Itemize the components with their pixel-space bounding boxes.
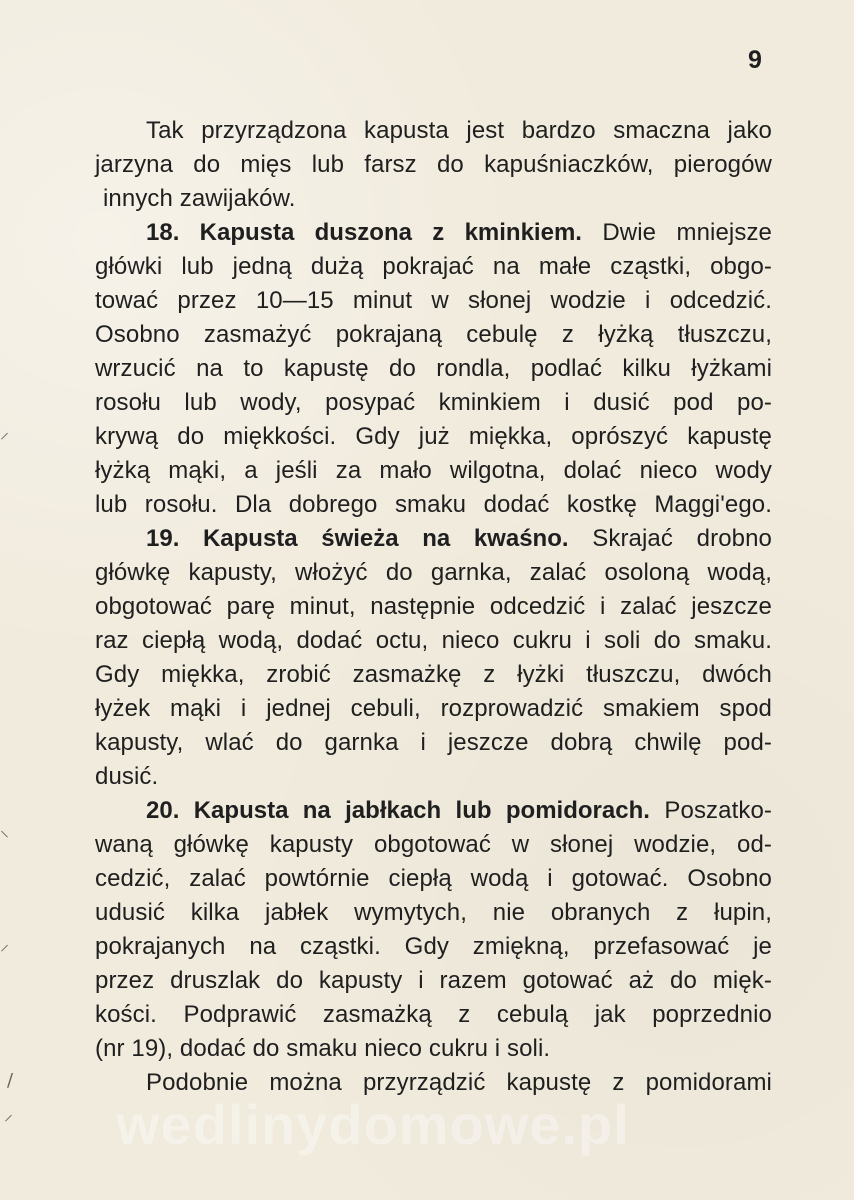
text-line-14: główkę kapusty, włożyć do garnka, zalać osoloną wodą, (95, 559, 772, 586)
text-line-6: tować przez 10—15 minut w słonej wodzie i odcedzić. (95, 287, 772, 314)
text-line-3: innych zawijaków. (103, 185, 296, 212)
text-line-26: przez druszlak do kapusty i razem gotować aż do mięk- (95, 967, 772, 994)
text-line-18: łyżek mąki i jednej cebuli, rozprowadzić smakiem spod (95, 695, 772, 722)
text-line-19: kapusty, wlać do garnka i jeszcze dobrą chwilę pod- (95, 729, 772, 756)
margin-mark: ⸝ (0, 422, 9, 443)
text-line-23: cedzić, zalać powtórnie ciepłą wodą i gotować. Osobno (95, 865, 772, 892)
text-line-11: łyżką mąki, a jeśli za mało wilgotna, dolać nieco wody (95, 457, 772, 484)
recipe-19-heading-tail: Skrajać drobno (568, 525, 773, 552)
text-line-1: Tak przyrządzona kapusta jest bardzo smaczna jako (146, 117, 772, 144)
margin-mark: ⸝ (0, 934, 9, 955)
margin-mark: / (7, 1070, 14, 1091)
recipe-18-heading: 18. Kapusta duszona z kminkiem. (146, 219, 582, 246)
recipe-20-heading-tail: Poszatko- (649, 797, 772, 824)
recipe-text-block (95, 114, 772, 1100)
text-line-28: (nr 19), dodać do smaku nieco cukru i soli. (95, 1035, 551, 1062)
recipe-20-heading-line (95, 794, 772, 828)
recipe-20-heading: 20. Kapusta na jabłkach lub pomidorach. (146, 797, 650, 824)
text-line-10: krywą do miękkości. Gdy już miękka, oprószyć kapustę (95, 423, 772, 450)
text-line-16: raz ciepłą wodą, dodać octu, nieco cukru i soli do smaku. (95, 627, 772, 654)
text-line-20: dusić. (95, 763, 159, 790)
margin-mark: ⸜ (0, 820, 9, 841)
text-line-5: główki lub jedną dużą pokrajać na małe cząstki, obgo- (95, 253, 772, 280)
recipe-18-heading-line (95, 216, 772, 250)
text-line-8: wrzucić na to kapustę do rondla, podlać kilku łyżkami (95, 355, 772, 382)
site-watermark: wedlinydomowe.pl (116, 1093, 630, 1156)
text-line-7: Osobno zasmażyć pokrajaną cebulę z łyżką tłuszczu, (95, 321, 772, 348)
page-number: 9 (748, 46, 763, 74)
recipe-19-heading-line (95, 522, 772, 556)
text-line-9: rosołu lub wody, posypać kminkiem i dusić pod po- (95, 389, 772, 416)
text-line-12: lub rosołu. Dla dobrego smaku dodać kostkę Maggi'ego. (95, 491, 772, 518)
text-line-22: waną główkę kapusty obgotować w słonej wodzie, od- (95, 831, 772, 858)
text-line-24: udusić kilka jabłek wymytych, nie obranych z łupin, (95, 899, 772, 926)
recipe-19-heading: 19. Kapusta świeża na kwaśno. (146, 525, 569, 552)
text-line-25: pokrajanych na cząstki. Gdy zmiękną, przefasować je (95, 933, 772, 960)
margin-mark: ⸝ (4, 1104, 13, 1125)
text-line-17: Gdy miękka, zrobić zasmażkę z łyżki tłuszczu, dwóch (95, 661, 772, 688)
recipe-18-heading-tail: Dwie mniejsze (581, 219, 773, 246)
text-line-2: jarzyna do mięs lub farsz do kapuśniaczków, pierogów (95, 151, 772, 178)
text-line-27: kości. Podprawić zasmażką z cebulą jak poprzednio (95, 1001, 772, 1028)
text-line-29: Podobnie można przyrządzić kapustę z pomidorami (146, 1069, 772, 1096)
text-line-15: obgotować parę minut, następnie odcedzić i zalać jeszcze (95, 593, 772, 620)
